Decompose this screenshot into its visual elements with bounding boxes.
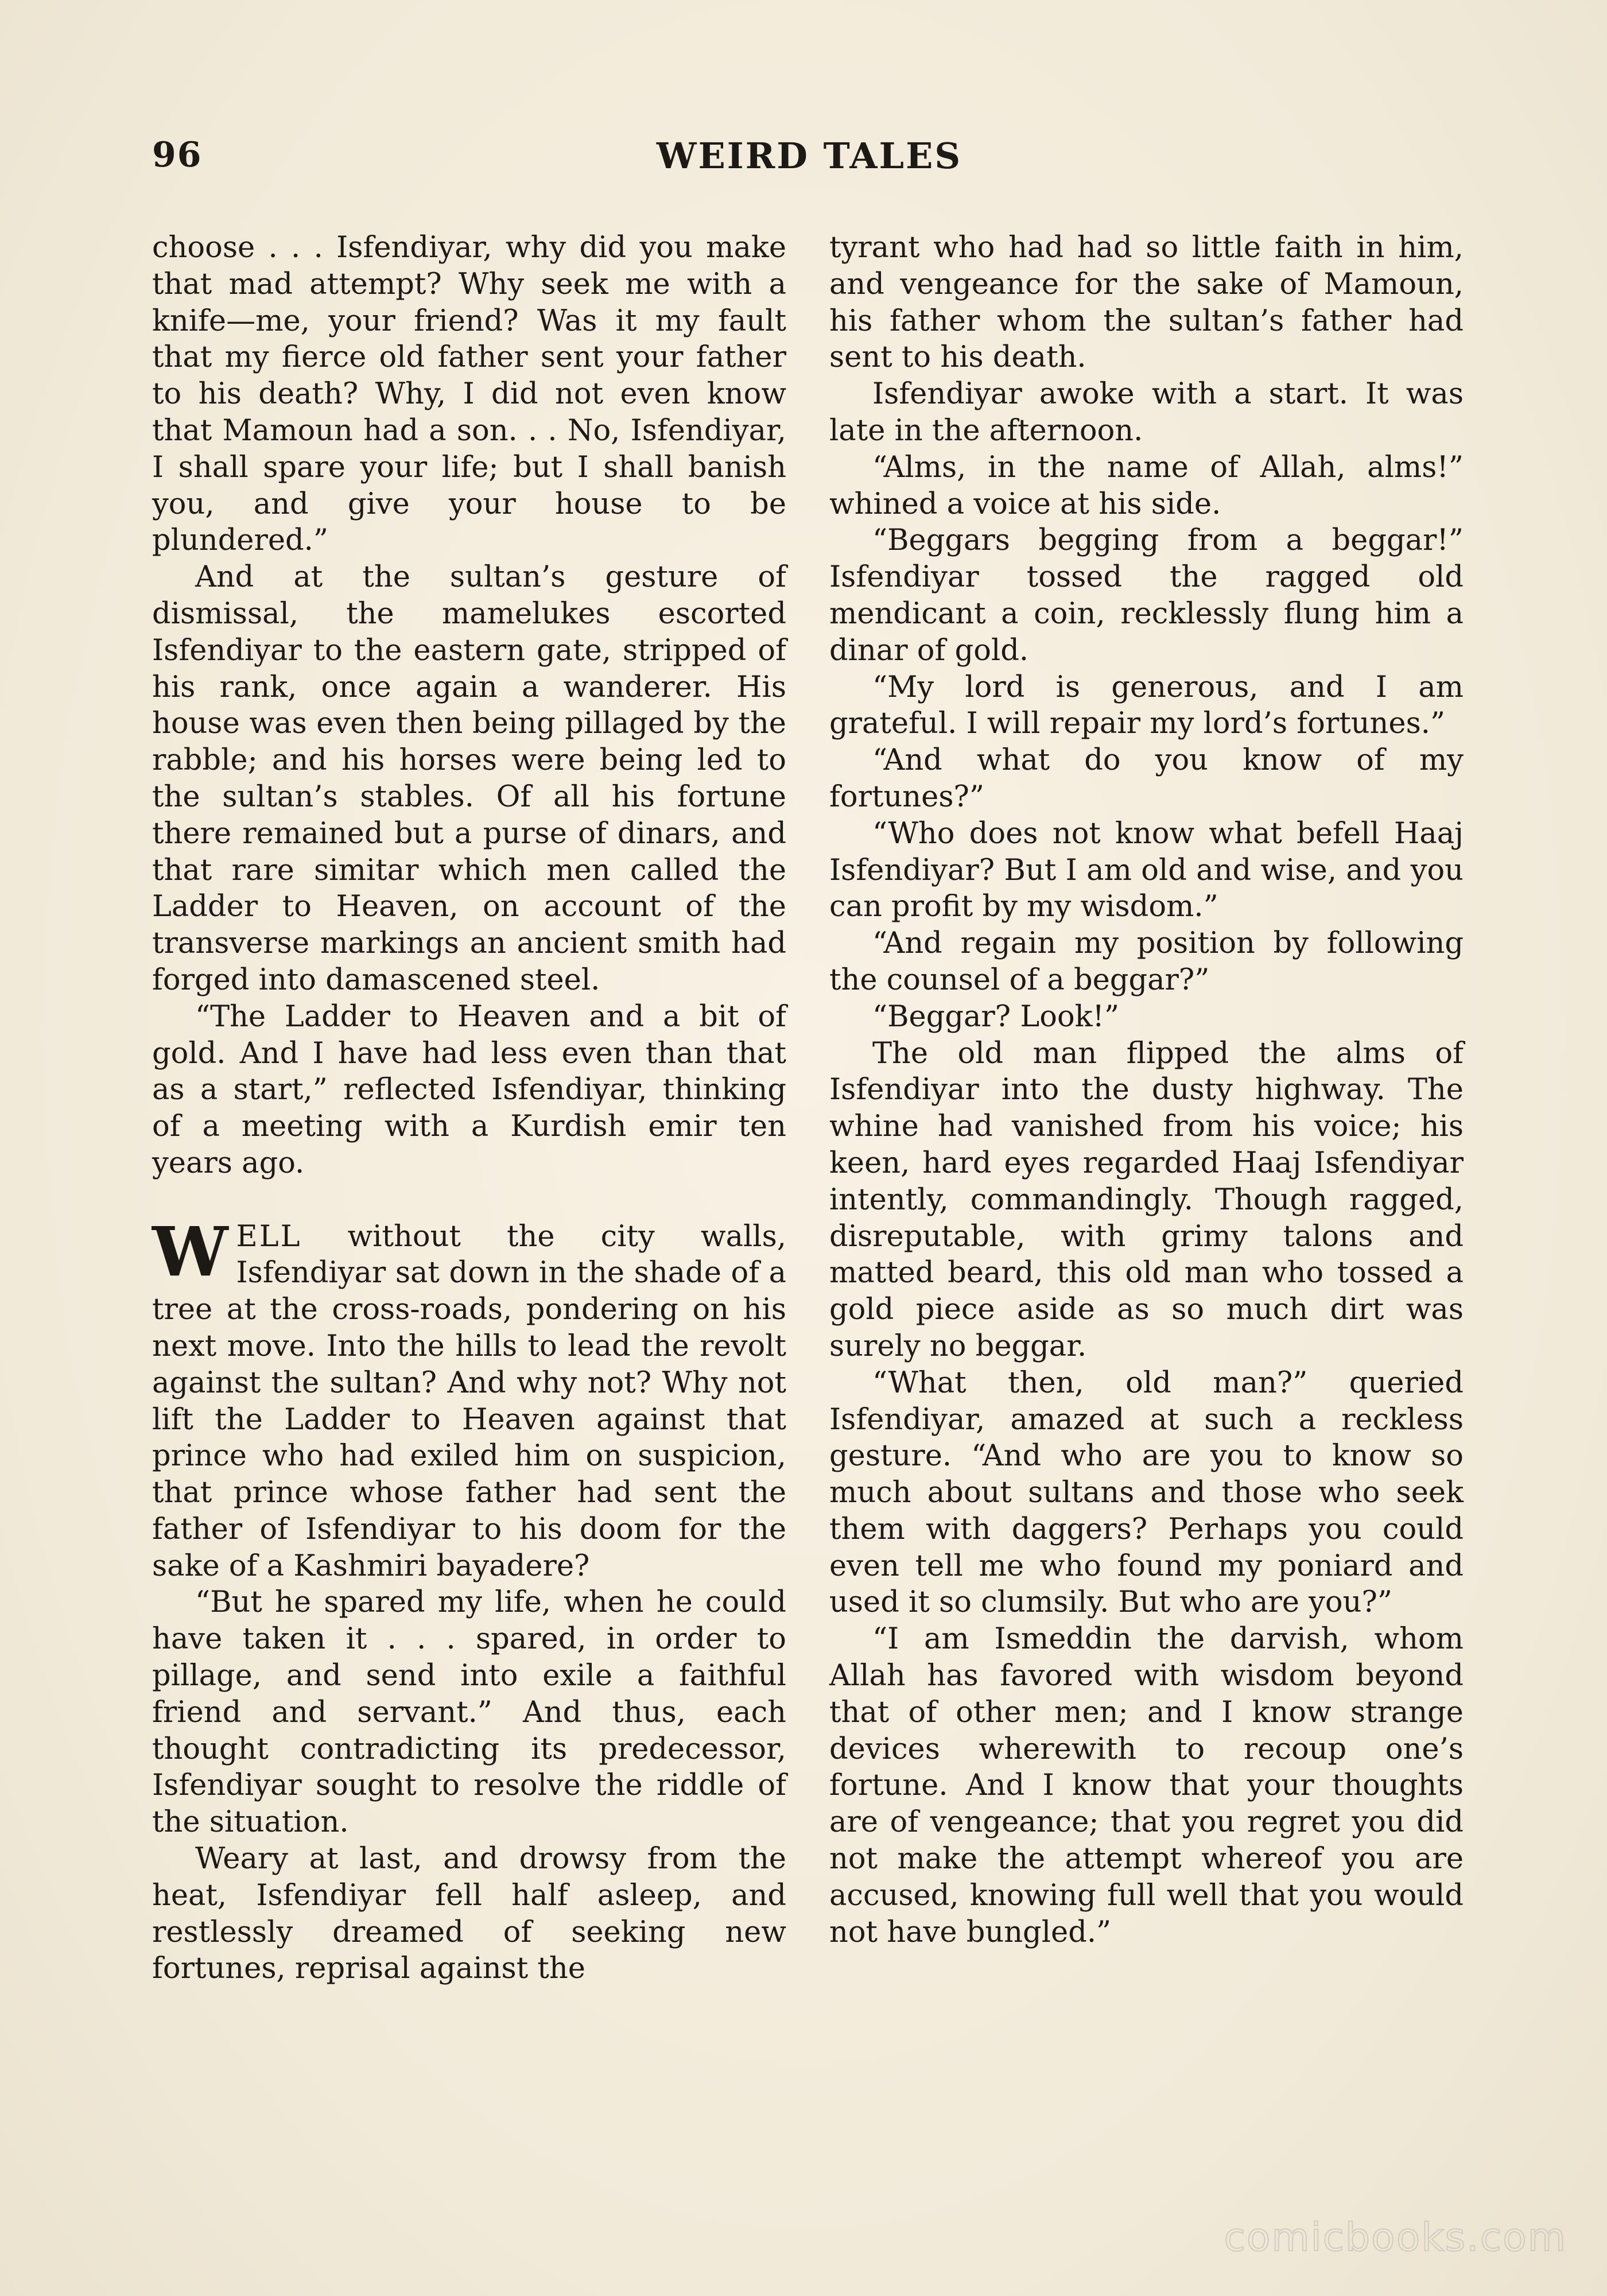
section-opening-paragraph: [152, 1211, 786, 1585]
drop-cap: W: [152, 1211, 228, 1292]
running-title: WEIRD TALES: [656, 135, 962, 177]
paragraph: And at the sultan’s gesture of dismissal, the mamelukes escorted Isfendiyar to the eastern gate, stripped of his rank, once again a wanderer. His house was even then being pillaged by the rabble; and his horses were being led to the sultan’s stables. Of all his fortune there remained but a purse of dinars, and that rare simitar which men called the Ladder to Heaven, on account of the transverse markings an ancient smith had forged into damascened steel.: [152, 560, 786, 997]
paragraph: The old man flipped the alms of Isfendiyar into the dusty highway. The whine had vanished from his voice; his keen, hard eyes regarded Haaj Isfendiyar intently, commandingly. Though ragged, disreputable, with grimy talons and matted beard, this old man who tossed a gold piece aside as so much dirt was surely no beggar.: [829, 1036, 1464, 1363]
paragraph: “My lord is generous, and I am grateful. I will repair my lord’s fortunes.”: [829, 670, 1464, 741]
paragraph: choose . . . Isfendiyar, why did you make that mad attempt? Why seek me with a knife—me, your friend? Was it my fault that my fierce old father sent your father to his death? Why, I did not even know that Mamoun had a son. . . No, Isfendiyar, I shall spare your life; but I shall banish you, and give your house to be plundered.”: [152, 231, 786, 558]
watermark: comicbooks.com: [1224, 2215, 1567, 2260]
page-header: [152, 135, 1466, 187]
page-number: 96: [152, 135, 203, 175]
paragraph: “Who does not know what befell Haaj Isfendiyar? But I am old and wise, and you can profit by my wisdom.”: [829, 816, 1464, 924]
right-column: [829, 230, 1464, 1950]
small-caps-lead: ELL: [236, 1219, 302, 1254]
paragraph: “Beggar? Look!”: [872, 999, 1120, 1034]
paragraph-body: without the city walls, Isfendiyar sat down in the shade of a tree at the cross-roads, pondering on his next move. Into the hills to lead the revolt against the sultan? And why not? Why not lift the Ladder to Heaven against that prince who had exiled him on suspicion, that prince whose father had sent the father of Isfendiyar to his doom for the sake of a Kashmiri bayadere?: [152, 1219, 786, 1583]
left-column: [152, 230, 786, 1987]
paragraph: Weary at last, and drowsy from the heat, Isfendiyar fell half asleep, and restlessly dreamed of seeking new fortunes, reprisal against the: [152, 1842, 786, 1986]
paragraph: “And what do you know of my fortunes?”: [829, 743, 1464, 814]
paragraph: “I am Ismeddin the darvish, whom Allah has favored with wisdom beyond that of other men; and I know strange devices wherewith to recoup one’s fortune. And I know that your thoughts are of vengeance; that you regret you did not make the attempt whereof you are accused, knowing full well that you would not have bungled.”: [829, 1622, 1464, 1949]
paragraph: “And regain my position by following the counsel of a beggar?”: [829, 926, 1464, 997]
paragraph: tyrant who had had so little faith in him, and vengeance for the sake of Mamoun, his father whom the sultan’s father had sent to his death.: [829, 231, 1464, 375]
paragraph: “But he spared my life, when he could have taken it . . . spared, in order to pillage, and send into exile a faithful friend and servant.” And thus, each thought contradicting its predecessor, Isfendiyar sought to resolve the riddle of the situation.: [152, 1585, 786, 1840]
paragraph: “Beggars begging from a beggar!” Isfendiyar tossed the ragged old mendicant a coin, recklessly flung him a dinar of gold.: [829, 523, 1464, 668]
paragraph: “Alms, in the name of Allah, alms!” whined a voice at his side.: [829, 450, 1464, 521]
paragraph: “The Ladder to Heaven and a bit of gold. And I have had less even than that as a start,” reflected Isfendiyar, thinking of a meeting with a Kurdish emir ten years ago.: [152, 999, 786, 1180]
paragraph: “What then, old man?” queried Isfendiyar, amazed at such a reckless gesture. “And who are you to know so much about sultans and those who seek them with daggers? Perhaps you could even tell me who found my poniard and used it so clumsily. But who are you?”: [829, 1366, 1464, 1620]
paragraph: Isfendiyar awoke with a start. It was late in the afternoon.: [829, 377, 1464, 448]
